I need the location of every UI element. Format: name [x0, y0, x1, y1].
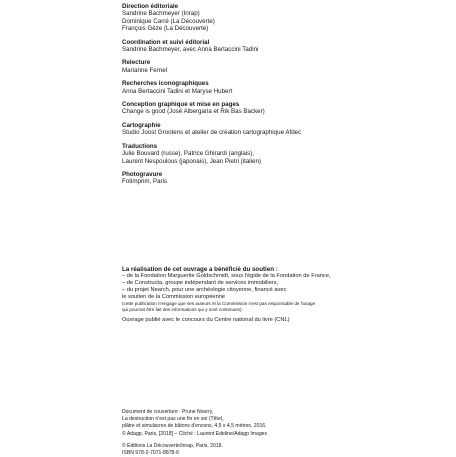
credit-heading: Recherches iconographiques [122, 80, 209, 88]
cover-credit-line: © Adagp, Paris, [2018] – Cliché : Laurent Edeline/Adagp Images [122, 430, 268, 437]
credit-line: Fotimprim, Paris [122, 178, 168, 186]
cover-credit-line: plâtre et simulacres de bâtons d'encens, 4,5 x 4,5 mètres, 2016. [122, 423, 267, 430]
credit-line: Change is good (José Albergaria et Rik Bas Backer) [122, 108, 265, 116]
credit-line: Laurent Nespoulous (japonais), Jean Pietri (italien) [122, 157, 261, 165]
support-block [122, 266, 442, 324]
isbn-line: ISBN 978-2-7071-8878-6 [122, 450, 179, 457]
support-disclaimer: qui pourrait être fait des informations qui y sont contenues). [122, 306, 243, 312]
credit-heading: Direction éditoriale [122, 3, 179, 10]
credits-block [122, 3, 442, 192]
credit-line: Dominique Carré (La Découverte) [122, 17, 215, 25]
support-line: – de Constructa, groupe indépendant de services immobiliers, [122, 280, 279, 287]
credit-heading: Cartographie [122, 121, 161, 129]
support-heading: La réalisation de cet ouvrage a bénéficié du soutien : [122, 266, 278, 273]
cover-credit-line: La destruction n'est pas une fin en soi (Tête), [122, 416, 224, 423]
credit-line: François Gèze (La Découverte) [122, 25, 209, 33]
credit-heading: Conception graphique et mise en pages [122, 101, 240, 109]
credit-line: Studio Joost Grootens et atelier de création cartographique Afdec [122, 129, 302, 137]
credit-picture-research [122, 80, 442, 95]
credit-heading: Relecture [122, 59, 151, 67]
cnl-notice: Ouvrage publié avec le concours du Centre national du livre (CNL) [122, 317, 290, 324]
support-line: – de la Fondation Marguerite Goldschmidt, sous l'égide de la Fondation de France, [122, 273, 331, 280]
credit-line: Sandrine Bachmeyer (Inrap) [122, 10, 200, 18]
credit-line: Marianne Fernel [122, 66, 168, 74]
support-disclaimer: (cette publication n'engage que ses auteurs et la Commission n'est pas responsable de l'usage [122, 301, 316, 307]
credit-translations [122, 143, 442, 165]
credit-editorial-direction [122, 3, 442, 33]
colophon-block [122, 409, 442, 457]
credit-line: Anna Bertaccini Tadini et Maryse Hubert [122, 87, 233, 95]
credit-graphic-design [122, 101, 442, 116]
credit-line: Sandrine Bachmeyer, avec Anna Bertaccini Tadini [122, 46, 259, 54]
credit-proofreading [122, 59, 442, 74]
support-line: – du projet Nearch, pour une archéologie citoyenne, financé avec [122, 287, 287, 294]
support-line: le soutien de la Commission européenne [122, 294, 226, 301]
credit-cartography [122, 122, 442, 137]
copyright-line: © Éditions La Découverte/Inrap, Paris, 2018. [122, 442, 223, 449]
credit-coordination [122, 39, 442, 54]
credit-heading: Photogravure [122, 170, 163, 178]
credit-heading: Coordination et suivi éditorial [122, 38, 210, 46]
credit-line: Julie Bouvard (russe), Patrice Ghirardi (anglais), [122, 150, 255, 158]
cover-credit-line: Document de couverture : Prune Nourry, [122, 409, 214, 415]
credit-photoengraving [122, 171, 442, 186]
credit-heading: Traductions [122, 142, 158, 150]
